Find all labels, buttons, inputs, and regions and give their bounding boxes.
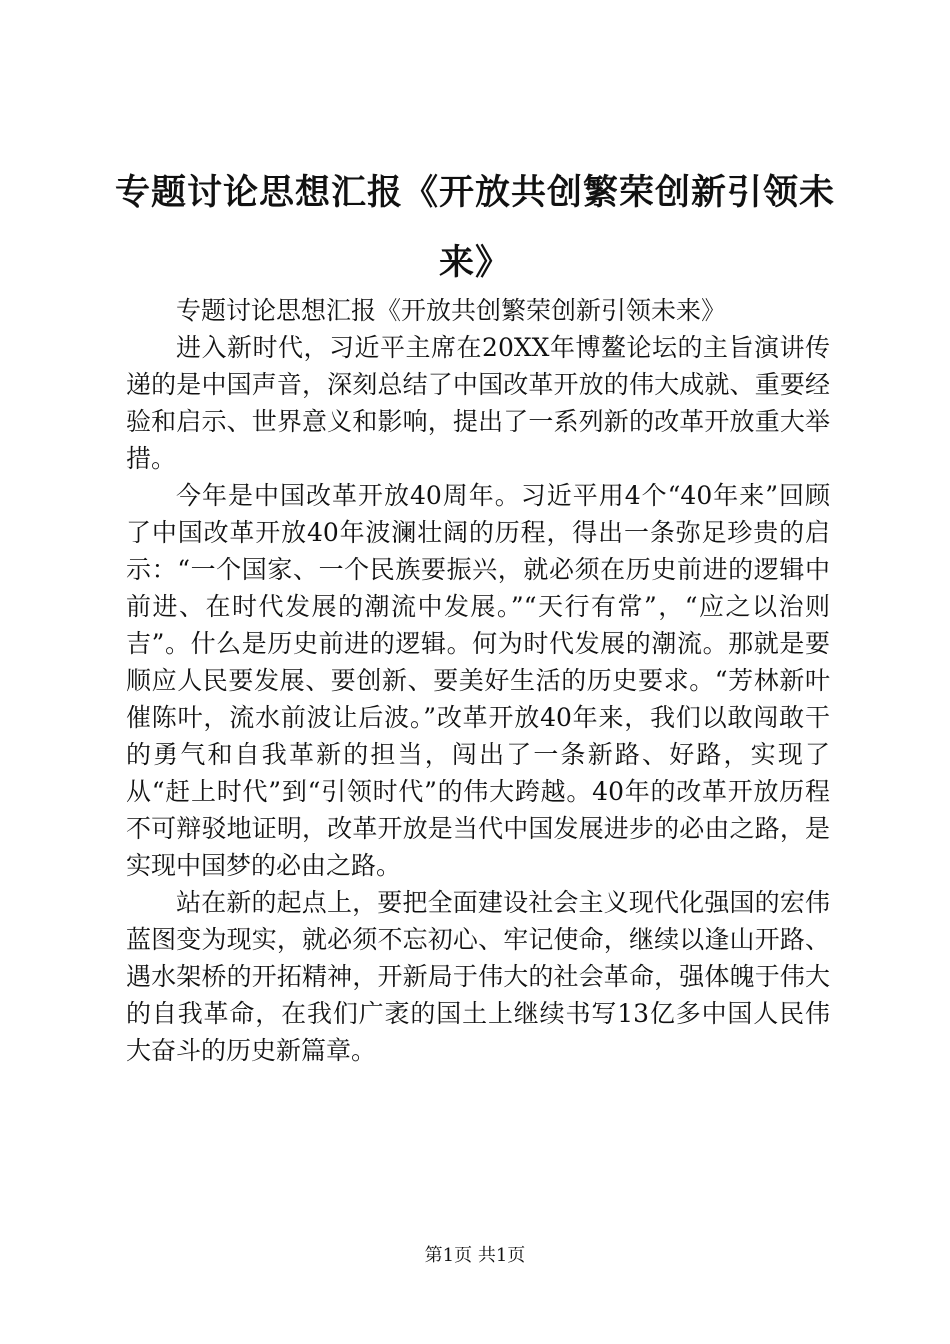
paragraph: 专题讨论思想汇报《开放共创繁荣创新引领未来》 — [176, 296, 727, 325]
document-title: 专题讨论思想汇报《开放共创繁荣创新引领未来》 — [114, 172, 835, 283]
paragraph: 进入新时代，习近平主席在20XX年博鳌论坛的主旨演讲传递的是中国声音，深刻总结了中国改革开放的伟大成就、重要经验和启示、世界意义和影响，提出了一系列新的改革开放重大举措。 — [126, 333, 830, 473]
page-footer: 第1页 共1页 — [424, 1245, 526, 1266]
paragraph: 站在新的起点上，要把全面建设社会主义现代化强国的宏伟蓝图变为现实，就必须不忘初心、牢记使命，继续以逢山开路、遇水架桥的开拓精神，开新局于伟大的社会革命，强体魄于伟大的自我革命，在我们广袤的国土上继续书写13亿多中国人民伟大奋斗的历史新篇章。 — [126, 888, 830, 1065]
document-body — [126, 292, 830, 1069]
paragraph: 今年是中国改革开放40周年。习近平用4个“40年来”回顾了中国改革开放40年波澜壮阔的历程，得出一条弥足珍贵的启示：“一个国家、一个民族要振兴，就必须在历史前进的逻辑中前进、在时代发展的潮流中发展。”“天行有常”，“应之以治则吉”。什么是历史前进的逻辑。何为时代发展的潮流。那就是要顺应人民要发展、要创新、要美好生活的历史要求。“芳林新叶催陈叶，流水前波让后波。”改革开放40年来，我们以敢闯敢干的勇气和自我革新的担当，闯出了一条新路、好路，实现了从“赶上时代”到“引领时代”的伟大跨越。40年的改革开放历程不可辩驳地证明，改革开放是当代中国发展进步的必由之路，是实现中国梦的必由之路。 — [126, 481, 830, 880]
